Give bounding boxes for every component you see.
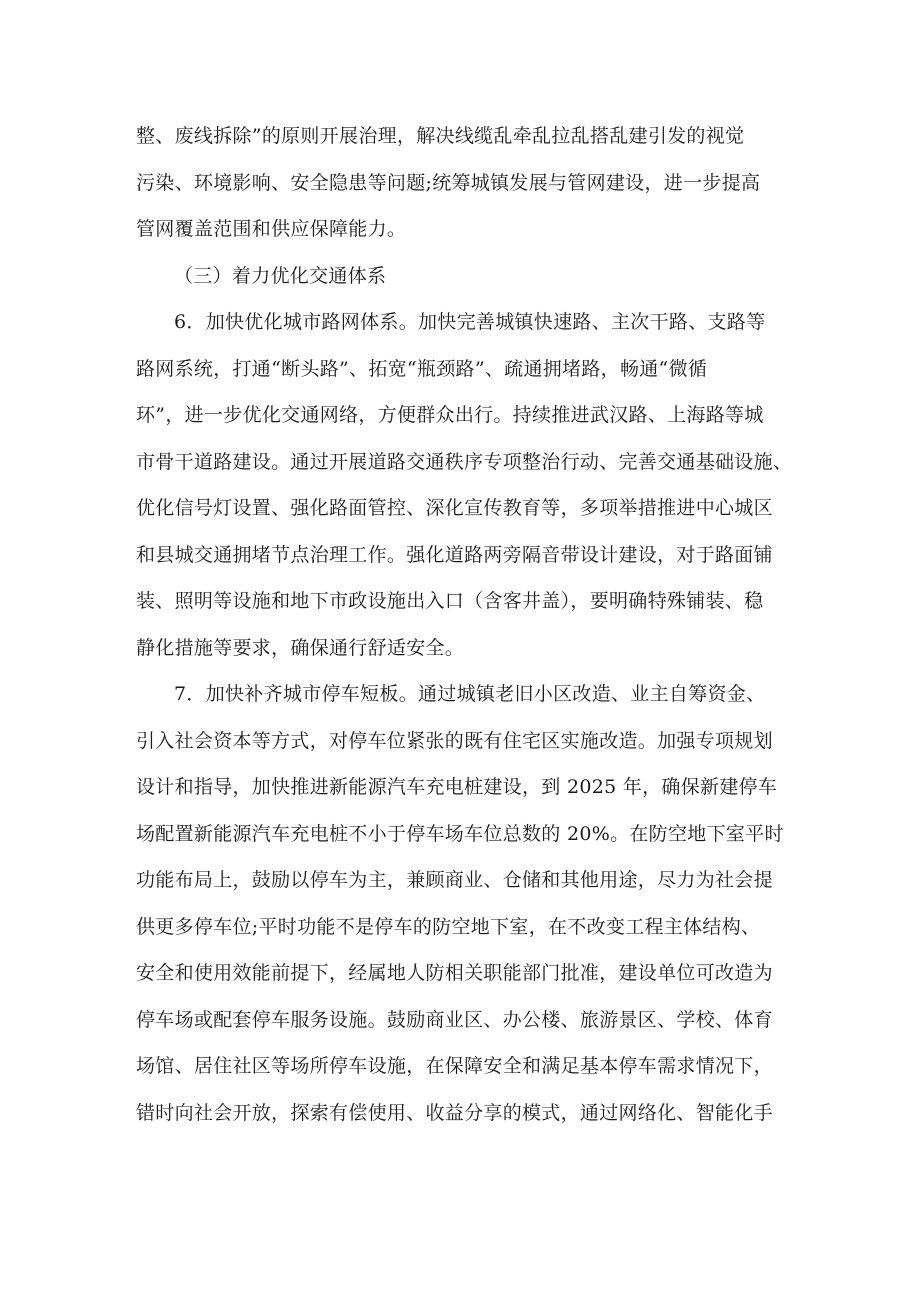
paragraph-7 [136, 671, 796, 1136]
text-line: 和县城交通拥堵节点治理工作。强化道路两旁隔音带设计建设，对于路面铺 [136, 543, 773, 566]
paragraph-6 [136, 299, 796, 671]
document-body [136, 113, 796, 1136]
text-line: 静化措施等要求，确保通行舒适安全。 [136, 636, 465, 659]
text-line: 引入社会资本等方式，对停车位紧张的既有住宅区实施改造。加强专项规划 [136, 729, 773, 752]
text-line: 整、废线拆除”的原则开展治理，解决线缆乱牵乱拉乱搭乱建引发的视觉 [136, 125, 745, 147]
text-line: 安全和使用效能前提下，经属地人防相关职能部门批准，建设单位可改造为 [136, 962, 773, 984]
text-line: 供更多停车位;平时功能不是停车的防空地下室，在不改变工程主体结构、 [136, 915, 761, 938]
text-line: 路网系统，打通“断头路”、拓宽“瓶颈路”、疏通拥堵路，畅通“微循 [136, 357, 708, 380]
text-line: 管网覆盖范围和供应保障能力。 [136, 218, 407, 240]
text-line: 功能布局上，鼓励以停车为主，兼顾商业、仓储和其他用途，尽力为社会提 [136, 869, 773, 891]
section-heading: （三）着力优化交通体系 [174, 264, 387, 287]
paragraph-intro [136, 113, 796, 253]
text-line: 市骨干道路建设。通过开展道路交通秩序专项整治行动、完善交通基础设施、 [136, 450, 793, 473]
text-line: 设计和指导，加快推进新能源汽车充电桩建设，到 2025 年，确保新建停车 [136, 776, 778, 798]
text-line: 6．加快优化城市路网体系。加快完善城镇快速路、主次干路、支路等 [174, 311, 766, 333]
text-line: 装、照明等设施和地下市政设施出入口（含客井盖），要明确特殊铺装、稳 [136, 590, 764, 612]
text-line: 场配置新能源汽车充电桩不小于停车场车位总数的 20%。在防空地下室平时 [136, 822, 784, 845]
text-line: 优化信号灯设置、强化路面管控、深化宣传教育等，多项举措推进中心城区 [136, 497, 773, 519]
text-line: 停车场或配套停车服务设施。鼓励商业区、办公楼、旅游景区、学校、体育 [136, 1008, 773, 1031]
text-line: 错时向社会开放，探索有偿使用、收益分享的模式，通过网络化、智能化手 [136, 1101, 773, 1124]
text-line: 环”，进一步优化交通网络，方便群众出行。持续推进武汉路、上海路等城 [136, 404, 764, 426]
text-line: 7．加快补齐城市停车短板。通过城镇老旧小区改造、业主自筹资金、 [174, 683, 766, 705]
text-line: 污染、环境影响、安全隐患等问题;统筹城镇发展与管网建设，进一步提高 [136, 171, 761, 194]
text-line: 场馆、居住社区等场所停车设施，在保障安全和满足基本停车需求情况下， [136, 1055, 773, 1077]
